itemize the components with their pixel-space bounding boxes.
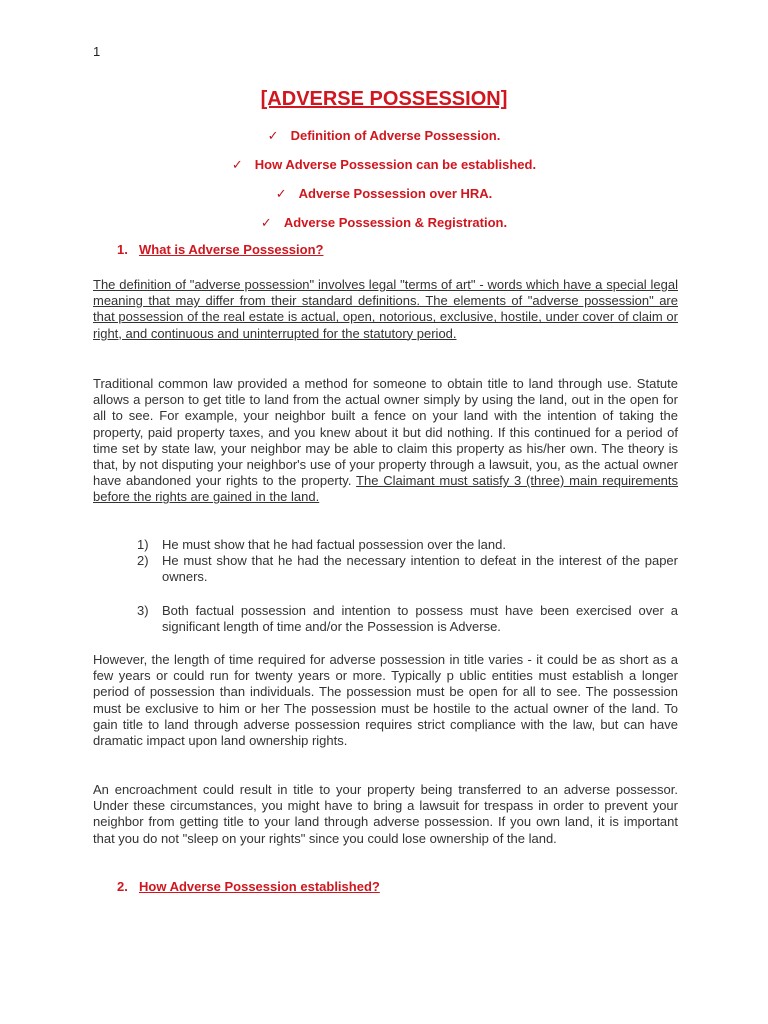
checklist-item: ✓ Definition of Adverse Possession.: [267, 128, 501, 143]
definition-paragraph: The definition of "adverse possession" involves legal "terms of art" - words which have a special legal meaning that may differ from their standard definitions. The elements of "adverse possession" are that possession of the real estate is actual, open, notorious, exclusive, hostile, under cover of claim or right, and continuous and uninterrupted for the statutory period.: [93, 277, 678, 341]
checklist-item: ✓ How Adverse Possession can be established.: [231, 157, 537, 172]
requirement-item: 1) He must show that he had factual possession over the land.: [137, 537, 506, 552]
checkmark-icon: ✓: [231, 157, 243, 172]
checkmark-icon: ✓: [267, 128, 279, 143]
section-heading-2: 2. How Adverse Possession established?: [117, 879, 380, 894]
time-requirement-paragraph: However, the length of time required for adverse possession in title varies - it could be as short as a few years or could run for twenty years or more. Typically p ublic entities must establish a longer period of possession than individuals. The possession must be open for all to see. The possession must be exclusive to him or her The possession must be hostile to the actual owner of the land. To gain title to land through adverse possession requires strict compliance with the law, but can have dramatic impact upon land ownership rights.: [93, 652, 678, 749]
requirement-item: 3) Both factual possession and intention to possess must have been exercised over a significant length of time and/or the Possession is Adverse.: [137, 603, 678, 635]
page-number: 1: [93, 44, 101, 59]
checklist-item: ✓ Adverse Possession & Registration.: [260, 215, 508, 230]
section-heading-1: 1. What is Adverse Possession?: [117, 242, 324, 257]
checkmark-icon: ✓: [275, 186, 287, 201]
checkmark-icon: ✓: [260, 215, 272, 230]
document-title: [ADVERSE POSSESSION]: [260, 88, 508, 110]
requirement-item: 2) He must show that he had the necessary intention to defeat in the interest of the paper owners.: [137, 553, 678, 585]
encroachment-paragraph: An encroachment could result in title to your property being transferred to an adverse possessor. Under these circumstances, you might have to bring a lawsuit for trespass in order to prevent your neighbor from getting title to your land through adverse possession. If you own land, it is important that you do not "sleep on your rights" since you could lose ownership of the land.: [93, 782, 678, 846]
checklist-item: ✓ Adverse Possession over HRA.: [275, 186, 493, 201]
common-law-paragraph: Traditional common law provided a method for someone to obtain title to land through use. Statute allows a person to get title to land from the actual owner simply by using the land, out in the open for all to see. For example, your neighbor built a fence on your land with the intention of taking the property, paid property taxes, and you knew about it but did nothing. If this continued for a period of time set by state law, your neighbor may be able to claim this property as his/her own. The theory is that, by not disputing your neighbor's use of your property through a lawsuit, you, as the actual owner have abandoned your rights to the property. The Claimant must satisfy 3 (three) main requirements before the rights are gained in the land.: [93, 376, 679, 505]
